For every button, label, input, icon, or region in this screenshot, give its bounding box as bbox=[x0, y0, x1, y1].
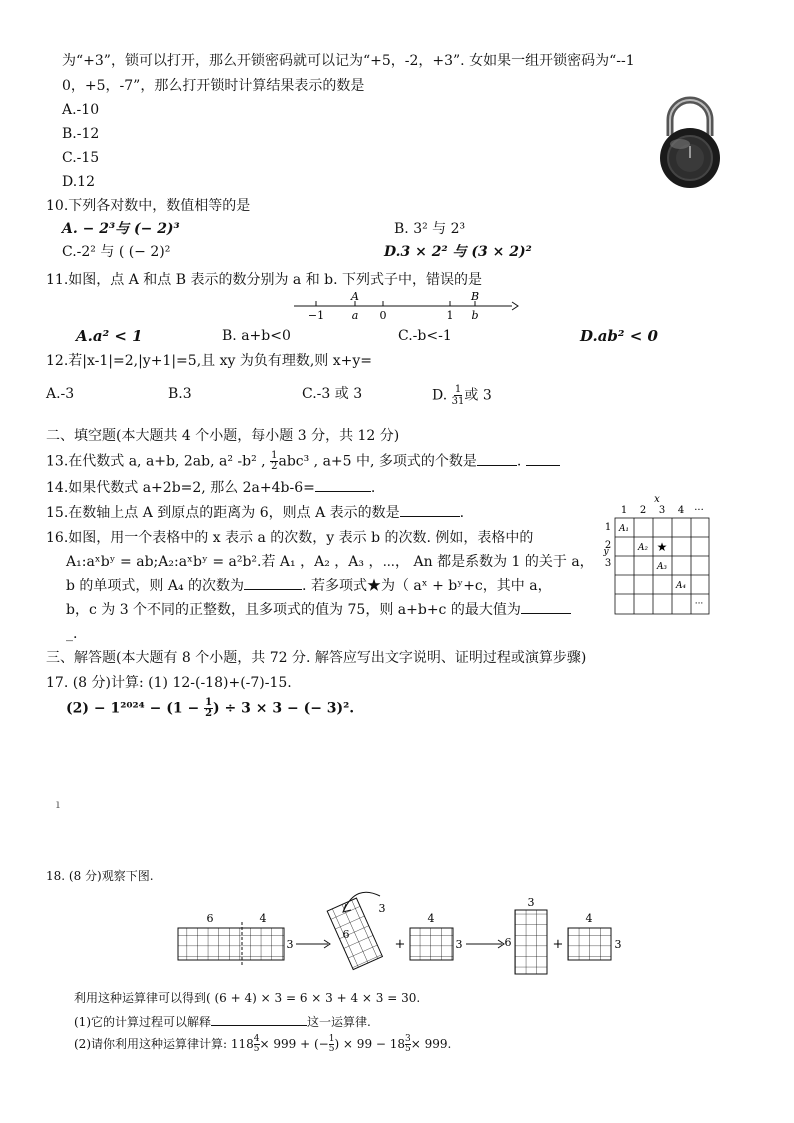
q18-m2-num: 1 bbox=[328, 1034, 335, 1044]
q15-answer-blank[interactable] bbox=[400, 516, 460, 517]
table-x-label: x bbox=[654, 494, 660, 505]
section3-heading: 三、解答题(本大题有 8 个小题，共 72 分. 解答应写出文字说明、证明过程或演算步骤) bbox=[46, 650, 587, 666]
q10-option-b: B. 3² 与 2³ bbox=[394, 221, 466, 237]
q12-option-a: A.-3 bbox=[46, 386, 75, 402]
fig-label-6b: 6 bbox=[342, 928, 350, 941]
table-cell-star: ★ bbox=[656, 540, 668, 554]
q13-frac-den: 2 bbox=[271, 461, 278, 472]
nl-tick-1: 1 bbox=[446, 309, 454, 322]
fig-plus-2: + bbox=[552, 937, 564, 952]
q9-option-b: B.-12 bbox=[62, 126, 100, 142]
q13-line bbox=[46, 451, 560, 472]
q18-answer-blank[interactable] bbox=[211, 1025, 307, 1026]
q16-line1: 16.如图，用一个表格中的 x 表示 a 的次数，y 表示 b 的次数. 例如，表格中的 bbox=[46, 530, 534, 546]
q18-line1: 18. (8 分)观察下图. bbox=[46, 869, 154, 883]
q12-d-numerator: 1 bbox=[454, 384, 462, 395]
q18-line4-c: ) × 99 − 18 bbox=[334, 1037, 406, 1051]
table-col-2: 2 bbox=[639, 505, 647, 516]
q12-option-c: C.-3 或 3 bbox=[302, 386, 363, 402]
q16-line3-a: b 的单项式，则 A₄ 的次数为 bbox=[66, 578, 245, 594]
q16-line2: A₁:aˣbʸ = ab;A₂:aˣbʸ = a²b².若 A₁ ，A₂ ，A₃ ，⋯， An 都是系数为 1 的关于 a， bbox=[66, 554, 594, 570]
stray-mark: ı bbox=[56, 797, 60, 811]
nl-tick-b: b bbox=[471, 309, 479, 322]
fig-label-6c: 6 bbox=[504, 936, 512, 949]
table-col-1: 1 bbox=[620, 505, 628, 516]
q12-d-denominator: 31 bbox=[451, 396, 465, 407]
q17-line2 bbox=[66, 698, 354, 719]
table-col-3: 3 bbox=[658, 505, 666, 516]
q15-stem: 15.在数轴上点 A 到原点的距离为 6，则点 A 表示的数是 bbox=[46, 505, 400, 521]
nl-label-b-point: B bbox=[470, 290, 480, 303]
q17-frac-num: 1 bbox=[205, 697, 213, 708]
q16-line4 bbox=[66, 600, 571, 620]
q15-tail: . bbox=[459, 505, 465, 521]
nl-tick-a: a bbox=[351, 309, 359, 322]
table-cell-a1: A₁ bbox=[618, 524, 630, 534]
fig-label-3a: 3 bbox=[286, 938, 294, 951]
table-cell-a3: A₃ bbox=[656, 562, 668, 572]
q9-option-d: D.12 bbox=[62, 174, 95, 190]
q11-stem: 11.如图，点 A 和点 B 表示的数分别为 a 和 b. 下列式子中，错误的是 bbox=[46, 272, 483, 288]
q18-line4-b: × 999 + (− bbox=[259, 1037, 329, 1051]
padlock-icon bbox=[650, 92, 730, 188]
q12-option-d-prefix: D. bbox=[432, 387, 448, 404]
fig-label-3b: 3 bbox=[378, 902, 386, 915]
q13-answer-blank-2[interactable] bbox=[526, 465, 560, 466]
q14-answer-blank[interactable] bbox=[315, 491, 371, 492]
q18-m3-num: 3 bbox=[405, 1034, 411, 1044]
q13-stem-b: abc³ , a+5 中, 多项式的个数是 bbox=[278, 453, 477, 470]
q14-tail: . bbox=[370, 480, 376, 496]
q12-option-b: B.3 bbox=[168, 386, 192, 402]
table-cell-a4: A₄ bbox=[675, 581, 687, 591]
q10-option-a: A. − 2³与 (− 2)³ bbox=[62, 221, 180, 237]
q16-line5: _. bbox=[66, 626, 78, 642]
fig-label-4a: 4 bbox=[259, 912, 267, 925]
q13-stem-a: 13.在代数式 a, a+b, 2ab, a² -b² , bbox=[46, 453, 266, 470]
q18-m3-den: 5 bbox=[405, 1044, 411, 1054]
q15-line bbox=[46, 503, 464, 523]
fig-label-3e: 3 bbox=[614, 938, 622, 951]
fig-label-6a: 6 bbox=[206, 912, 214, 925]
q10-option-c: C.-2² 与 ( (− 2)² bbox=[62, 244, 171, 260]
fig-label-4c: 4 bbox=[585, 912, 593, 925]
table-row-3: 3 bbox=[604, 558, 612, 569]
q10-option-d: D.3 × 2² 与 (3 × 2)² bbox=[384, 244, 532, 260]
q16-answer-blank-2[interactable] bbox=[521, 613, 571, 614]
q18-distributive-figure bbox=[176, 882, 626, 982]
q12-option-d bbox=[432, 384, 492, 407]
fig-label-4b: 4 bbox=[427, 912, 435, 925]
q18-m1-num: 4 bbox=[253, 1034, 260, 1044]
fig-plus-1: + bbox=[394, 937, 406, 952]
q18-line3-b: 这一运算律. bbox=[307, 1015, 371, 1029]
q16-line4-text: b，c 为 3 个不同的正整数，且多项式的值为 75，则 a+b+c 的最大值为 bbox=[66, 602, 521, 618]
q9-option-c: C.-15 bbox=[62, 150, 100, 166]
nl-tick-0: 0 bbox=[379, 309, 387, 322]
q16-line3 bbox=[66, 576, 552, 596]
q18-line2: 利用这种运算律可以得到( (6 + 4) × 3 = 6 × 3 + 4 × 3 = 30. bbox=[74, 991, 421, 1005]
q18-m2-den: 5 bbox=[328, 1044, 335, 1054]
section2-heading: 二、填空题(本大题共 4 个小题，每小题 3 分，共 12 分) bbox=[46, 428, 400, 444]
q18-line3 bbox=[74, 1012, 371, 1032]
q16-answer-blank-1[interactable] bbox=[244, 589, 302, 590]
nl-label-a-point: A bbox=[351, 290, 359, 303]
q11-option-d: D.ab² < 0 bbox=[580, 327, 658, 345]
table-cell-dots: ··· bbox=[694, 599, 704, 609]
q17-line2-a: (2) − 1²⁰²⁴ − (1 − bbox=[66, 700, 200, 717]
q13-frac-num: 1 bbox=[271, 450, 278, 461]
q18-line4-a: (2)请你利用这种运算律计算: 118 bbox=[74, 1037, 254, 1051]
q12-option-d-suffix: 或 3 bbox=[464, 387, 492, 404]
q9-option-a: A.-10 bbox=[62, 102, 100, 118]
q14-stem: 14.如果代数式 a+2b=2, 那么 2a+4b-6= bbox=[46, 480, 315, 496]
q14-line bbox=[46, 478, 375, 498]
nl-tick-minus1: −1 bbox=[307, 309, 325, 322]
q9-line1: 为“+3”，锁可以打开，那么开锁密码就可以记为“+5，-2，+3”. 女如果一组开锁密码为“--1 bbox=[62, 53, 635, 69]
q17-line1: 17. (8 分)计算: (1) 12-(-18)+(-7)-15. bbox=[46, 675, 292, 691]
q16-table-figure bbox=[604, 494, 712, 616]
fig-label-3c: 3 bbox=[455, 938, 463, 951]
q18-line4 bbox=[74, 1034, 451, 1054]
q13-tail: . bbox=[516, 453, 522, 470]
q11-number-line bbox=[290, 290, 520, 324]
q17-line2-b: ) ÷ 3 × 3 − (− 3)². bbox=[213, 700, 355, 717]
q18-line4-d: × 999. bbox=[410, 1037, 452, 1051]
q11-option-c: C.-b<-1 bbox=[398, 328, 452, 344]
q18-line3-a: (1)它的计算过程可以解释 bbox=[74, 1015, 211, 1029]
table-row-1: 1 bbox=[604, 522, 612, 533]
q12-stem: 12.若|x-1|=2,|y+1|=5,且 xy 为负有理数,则 x+y= bbox=[46, 353, 373, 369]
table-col-4: 4 bbox=[677, 505, 685, 516]
q9-line2: 0，+5，-7”，那么打开锁时计算结果表示的数是 bbox=[62, 78, 365, 94]
table-y-label: y bbox=[603, 547, 609, 557]
table-col-5: ··· bbox=[694, 505, 704, 516]
q16-line3-b: . 若多项式★为（ aˣ + bʸ+c，其中 a， bbox=[302, 578, 552, 594]
table-cell-a2: A₂ bbox=[637, 543, 649, 553]
q11-option-b: B. a+b<0 bbox=[222, 328, 291, 344]
q10-stem: 10.下列各对数中，数值相等的是 bbox=[46, 198, 251, 214]
q17-frac-den: 2 bbox=[205, 708, 213, 719]
q18-m1-den: 5 bbox=[253, 1044, 260, 1054]
fig-label-3d: 3 bbox=[527, 896, 535, 909]
q11-option-a: A.a² < 1 bbox=[76, 327, 143, 345]
q13-answer-blank[interactable] bbox=[477, 465, 517, 466]
table-row-2: 2 bbox=[604, 540, 612, 551]
